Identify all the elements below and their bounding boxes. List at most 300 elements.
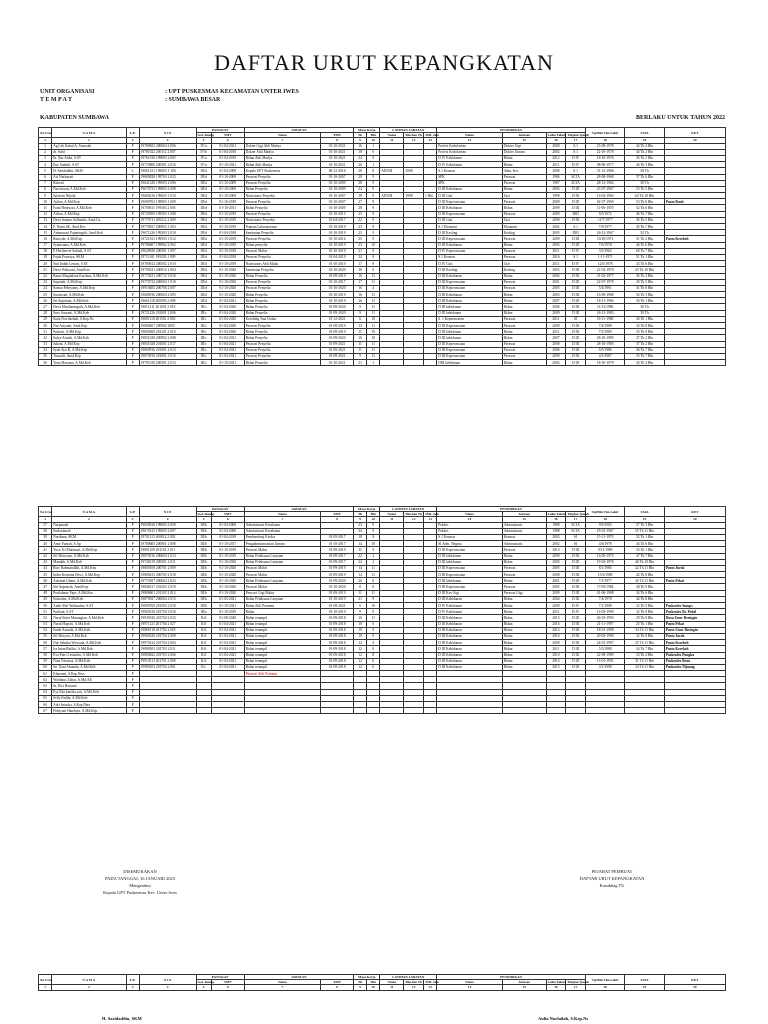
table-cell: D III <box>566 578 586 584</box>
table-cell: III/b <box>196 603 211 609</box>
table-cell: D III <box>566 285 586 291</box>
table-cell: 19860916 201001 2 013 <box>139 347 196 353</box>
table-cell: 20 <box>354 578 367 584</box>
col-lulus-header: Lulus Tahun <box>547 980 566 985</box>
table-cell: D III <box>566 279 586 285</box>
table-cell: Perawat Mahir <box>244 565 321 571</box>
table-cell: 10 <box>354 633 367 639</box>
table-cell: 23 <box>39 279 52 285</box>
column-number: 10 <box>367 985 380 990</box>
table-cell: Bidan Pelaksana Lanjutan <box>244 578 321 584</box>
table-cell: 6/5/1986 <box>585 347 624 353</box>
table-cell: 9 <box>367 248 380 254</box>
table-cell: SPK <box>437 174 503 180</box>
table-cell: 23 <box>354 242 367 248</box>
table-cell: Profesi Kedokteran <box>437 143 503 149</box>
table-cell: III/b <box>196 541 211 547</box>
table-cell: Surliani, S.ST <box>52 609 126 615</box>
table-cell: 01-10-2019 <box>321 224 354 230</box>
table-cell: 10 <box>354 335 367 341</box>
table-cell: 8 <box>367 168 380 174</box>
table-cell: Syamsiana, A.Md.Keb <box>52 242 126 248</box>
table-cell: 2001 <box>546 279 566 285</box>
table-cell: D III <box>566 590 586 596</box>
table-cell: S.1 Ekonomi <box>437 224 503 230</box>
table-cell: 16-05-1975 <box>585 553 624 559</box>
table-cell: D III <box>566 329 586 335</box>
table-cell: 01-04-2021 <box>211 335 244 341</box>
table-cell: ADUM <box>380 168 404 174</box>
table-cell: 19770107 200604 2 023 <box>139 578 196 584</box>
table-cell <box>502 708 546 714</box>
table-cell: 23-08-1978 <box>585 143 624 149</box>
table-cell: Nur Sabrika Wuwuda, A.Md.Keb <box>52 640 126 646</box>
column-number: 6 <box>211 138 244 143</box>
table-cell: D III <box>566 267 586 273</box>
table-cell: III/d <box>196 298 211 304</box>
column-number: 1 <box>39 985 52 990</box>
table-cell: 2004 <box>546 360 566 366</box>
table-cell: 2011 <box>546 609 566 615</box>
table-cell: III/c <box>196 360 211 366</box>
table-cell: Bidan Penyelia <box>244 186 321 192</box>
table-cell: 19770711 200212 2 009 <box>139 217 196 223</box>
table-cell: 35 Th 7 Bln <box>625 353 664 359</box>
table-cell: Yusuarli, Amd.Kep <box>52 353 126 359</box>
table-cell: III/b <box>196 590 211 596</box>
table-cell: 15/4/1980 <box>585 572 624 578</box>
table-cell <box>664 708 725 714</box>
table-cell: Bidan <box>502 329 546 335</box>
table-cell: 19791018 200501 2 013 <box>139 360 196 366</box>
table-cell: 19880415 200705 2 018 <box>139 572 196 578</box>
table-cell <box>244 708 321 714</box>
table-cell: 19880601 201103 2 014 <box>139 590 196 596</box>
table-cell: Dokter Ahli Madya <box>244 149 321 155</box>
table-cell <box>566 708 586 714</box>
table-cell: 01-04-2021 <box>211 640 244 646</box>
table-cell: Samsu Febryanty, A.Md.Kep <box>52 285 126 291</box>
table-cell: 01-10-2007 <box>321 199 354 205</box>
table-cell: D III <box>566 572 586 578</box>
column-number: 11 <box>380 517 404 522</box>
table-cell: 2 <box>39 149 52 155</box>
table-cell: 01-04-2008 <box>211 528 244 534</box>
table-cell <box>546 708 566 714</box>
table-cell: P <box>126 615 139 621</box>
col-usia-header: USIA <box>625 128 664 138</box>
column-number: 10 <box>367 517 380 522</box>
table-cell: Ib. Nur Atika, S.ST <box>52 155 126 161</box>
table-cell: 01-09-2019 <box>321 590 354 596</box>
table-cell: 01-10-2021 <box>321 149 354 155</box>
table-cell: III/c <box>196 329 211 335</box>
table-cell: 2015 <box>546 664 566 670</box>
table-cell: 2009 <box>546 310 566 316</box>
table-cell: 52 <box>39 615 52 621</box>
table-cell: 20 <box>354 162 367 168</box>
column-number: 4 <box>139 517 196 522</box>
table-cell: Bidan <box>244 609 321 615</box>
column-number: 1 <box>39 138 52 143</box>
table-cell: D IV <box>566 248 586 254</box>
table-cell: 4 <box>39 162 52 168</box>
table-cell: D IV Kebidanan <box>437 603 503 609</box>
table-cell: 19690702 198903 1 009 <box>139 199 196 205</box>
column-number: 18 <box>585 985 624 990</box>
table-cell: D III <box>566 353 586 359</box>
table-cell: 28-08-1968 <box>585 174 624 180</box>
table-cell: D III Kebidanan <box>437 664 503 670</box>
table-cell: S. 1 Keperawatan <box>437 316 503 322</box>
table-cell: Aminawati Pujaningsih, Amd.Keb <box>52 230 126 236</box>
table-cell: 34 Th 7 Bln <box>625 646 664 652</box>
table-cell: 45 Th 5 Bln <box>625 217 664 223</box>
table-cell: 46 <box>39 578 52 584</box>
table-cell: 31 <box>39 329 52 335</box>
table-cell: Pustu Kerekeh <box>664 236 725 242</box>
table-cell: Bidan <box>502 652 546 658</box>
table-cell: D III Keperawatan <box>437 565 503 571</box>
table-row <box>39 360 726 366</box>
table-cell: 01-04-2019 <box>211 155 244 161</box>
table-cell: P <box>126 683 139 689</box>
table-cell: Perawat <box>502 341 546 347</box>
table-cell: D III <box>566 547 586 553</box>
signer-left-name: H. Saridaddin, SKM <box>102 1016 142 1021</box>
table-cell: Pustu Unur Beringin <box>664 627 725 633</box>
table-cell: 01-10-2016 <box>321 236 354 242</box>
table-cell: 01-10-2020 <box>211 578 244 584</box>
column-number: 14 <box>437 985 503 990</box>
column-number: 8 <box>321 138 354 143</box>
table-cell: D III Gizi <box>437 217 503 223</box>
table-cell: D IV Kebidanan <box>437 609 503 615</box>
table-cell: 9 <box>367 174 380 180</box>
col-ket-header: KET <box>664 507 725 517</box>
table-cell: P <box>126 677 139 683</box>
sig-line: DISEMUKAKAN <box>123 869 157 874</box>
table-cell: Nutrisionis Ahli Muda <box>244 261 321 267</box>
table-cell: 2009 <box>546 199 566 205</box>
table-cell: 37 <box>39 522 52 528</box>
table-cell: Administrasi Kesehatan <box>244 522 321 528</box>
table-cell: 19780823 200604 2 006 <box>139 143 196 149</box>
table-cell: 53 <box>39 621 52 627</box>
table-cell: 30 <box>39 323 52 329</box>
table-cell: 2011 <box>546 329 566 335</box>
table-cell: Bidan <box>502 664 546 670</box>
table-cell: Bidan Penyelia <box>244 360 321 366</box>
table-cell: 01-10-2019 <box>211 236 244 242</box>
table-cell: Perawat <box>502 211 546 217</box>
table-cell: P <box>126 254 139 260</box>
table-cell: 9 <box>354 310 367 316</box>
table-cell: 01-10-2019 <box>321 242 354 248</box>
table-cell: 2009 <box>546 603 566 609</box>
table-cell: 2016 <box>546 621 566 627</box>
table-cell: 49 <box>39 596 52 602</box>
table-cell: 01-04-2021 <box>211 646 244 652</box>
table-cell: 01-10-2011 <box>211 205 244 211</box>
table-cell: 42 Th 4 Bln <box>625 143 664 149</box>
table-cell: 19620928 200501 1 007 <box>139 248 196 254</box>
rank-table-2 <box>38 506 726 714</box>
table-cell: 10 <box>367 329 380 335</box>
table-cell: P <box>126 236 139 242</box>
table-cell: Puskesdes Sumps <box>664 603 725 609</box>
table-cell: Rukiyah, A.Md.Kep <box>52 236 126 242</box>
table-cell: Perawat <box>502 199 546 205</box>
table-cell <box>404 360 424 366</box>
table-cell: 01-10-2021 <box>321 155 354 161</box>
table-cell: 37 Th 2 Bln <box>625 341 664 347</box>
table-cell: 01-09-2020 <box>321 304 354 310</box>
table-cell: 01-10-2019 <box>321 298 354 304</box>
table-cell: 1 <box>367 143 380 149</box>
table-cell: 01-10-2009 <box>211 174 244 180</box>
table-cell: 19870927 200604 2 015 <box>139 596 196 602</box>
column-number: 3 <box>126 985 139 990</box>
table-cell: III/d <box>196 174 211 180</box>
table-cell: 2009 <box>546 553 566 559</box>
table-cell: Dokter Gigi Ahli Madya <box>244 143 321 149</box>
table-cell: D III Kebidanan <box>437 621 503 627</box>
table-cell: Sutkoramah <box>52 528 126 534</box>
table-cell: Ekonomi <box>502 224 546 230</box>
table-cell: D III <box>566 360 586 366</box>
table-cell: Bidan terampil <box>244 627 321 633</box>
table-cell: 2005 <box>546 584 566 590</box>
table-cell: III/d <box>196 292 211 298</box>
table-cell: II/d <box>196 621 211 627</box>
table-cell: 23 <box>354 522 367 528</box>
table-cell: P <box>126 353 139 359</box>
table-cell: D III <box>566 304 586 310</box>
table-cell: 45 Th 2 Bln <box>625 273 664 279</box>
col-jabatan-nama-header: Nama <box>244 512 321 517</box>
table-cell: 11 <box>367 292 380 298</box>
table-cell: 42 Th 8 Bln <box>625 572 664 578</box>
column-number: 14 <box>437 138 503 143</box>
table-cell: Andri Yuli Wahuadun, S.ST <box>52 603 126 609</box>
table-cell: D III <box>566 627 586 633</box>
info-value: : UPT PUSKESMAS KECAMATAN UNTER IWES <box>165 89 299 95</box>
kabupaten-label: KABUPATEN SUMBAWA <box>40 115 109 121</box>
column-number: 13 <box>424 517 437 522</box>
col-bln-header: Bln <box>367 980 380 985</box>
table-cell: 65 <box>39 695 52 701</box>
table-cell: 40 <box>39 541 52 547</box>
table-cell: Pengadministrasian Umum <box>244 541 321 547</box>
table-cell: III/c <box>196 316 211 322</box>
table-cell: Eys Eka kartika sari, A.Md.Keb <box>52 689 126 695</box>
rank-table-1 <box>38 127 726 366</box>
table-cell: 19680916 200604 2 005 <box>139 292 196 298</box>
table-cell: P <box>126 162 139 168</box>
table-cell: Arfian, A.Md.Kep <box>52 211 126 217</box>
table-cell: Perawat Penyelia <box>244 254 321 260</box>
column-number: 9 <box>354 517 367 522</box>
table-cell: 7/1/1998 <box>585 603 624 609</box>
table-cell <box>424 360 437 366</box>
table-cell: 1988 <box>546 522 566 528</box>
info-value: : SUMBAWA BESAR <box>165 97 221 103</box>
table-cell: 11 <box>367 572 380 578</box>
table-cell: Sanitarian Penyelia <box>244 230 321 236</box>
table-cell: P <box>126 671 139 677</box>
table-cell: 10 <box>367 541 380 547</box>
table-cell: 28 <box>354 180 367 186</box>
table-cell: 11 <box>367 615 380 621</box>
table-cell: L <box>126 168 139 174</box>
table-cell: 01-04-2018 <box>211 149 244 155</box>
table-cell: 2016 <box>546 633 566 639</box>
table-cell: 28 <box>39 310 52 316</box>
table-cell: 2011 <box>546 646 566 652</box>
table-cell: Puskesdes Nijuang <box>664 664 725 670</box>
table-cell: 55 <box>39 633 52 639</box>
table-cell: 2009 <box>546 323 566 329</box>
table-cell <box>380 708 404 714</box>
table-cell: Ag.Leh Kabul A, Surasuki <box>52 143 126 149</box>
table-cell: P <box>126 360 139 366</box>
table-cell: Bidan terampil <box>244 615 321 621</box>
table-cell: D III <box>566 596 586 602</box>
column-number: 18 <box>585 138 624 143</box>
table-cell: 01-10-2019 <box>321 292 354 298</box>
table-cell: III/b <box>196 578 211 584</box>
table-cell: III/b <box>196 584 211 590</box>
table-cell: Nutrisionis Penyelia <box>244 217 321 223</box>
table-cell: Amir Yuniati, S.Ap <box>52 541 126 547</box>
table-cell: 06-12-2016 <box>321 168 354 174</box>
column-number: 3 <box>126 138 139 143</box>
table-cell: P <box>126 310 139 316</box>
table-cell: 1998 <box>404 193 424 199</box>
table-cell: Sri Mariyana, A.Md.Keb <box>52 553 126 559</box>
table-row <box>39 708 726 714</box>
table-cell: 01-10-2019 <box>211 609 244 615</box>
col-nama-header: N A M A <box>52 507 126 517</box>
table-cell: D III Kebidanan <box>437 186 503 192</box>
table-cell: SI <box>566 316 586 322</box>
table-cell: 19971121 201704 2 027 <box>139 621 196 627</box>
col-gol-header: Gol. Ruang <box>197 512 215 517</box>
table-cell: 01-09-2018 <box>321 640 354 646</box>
table-cell: 19910113 201701 2 008 <box>139 658 196 664</box>
table-cell: 01-09-2017 <box>321 559 354 565</box>
table-cell: 24 Th 11 Bln <box>625 664 664 670</box>
table-cell: Sulastien, A.Md.Keb <box>52 596 126 602</box>
table-cell: III/d <box>196 236 211 242</box>
table-cell: Bidan <box>502 596 546 602</box>
table-cell: Perawat Penyelia <box>244 347 321 353</box>
column-number: 14 <box>437 517 503 522</box>
table-cell: Perawat Mahir <box>244 572 321 578</box>
table-cell: P <box>126 199 139 205</box>
table-cell: 11 <box>354 590 367 596</box>
table-cell: 11/7/1977 <box>585 217 624 223</box>
table-cell: Bidan Penyelia <box>244 292 321 298</box>
column-number: 17 <box>566 517 586 522</box>
table-cell: Perawat Penyelia <box>244 285 321 291</box>
column-number: 11 <box>380 138 404 143</box>
table-cell: 47 Th 7 Bln <box>625 553 664 559</box>
table-cell: IV/b <box>196 149 211 155</box>
table-cell: 01-10-2009 <box>211 186 244 192</box>
table-cell: 61 <box>39 671 52 677</box>
col-usia-header: USIA <box>625 975 664 985</box>
table-cell: Perawat <box>502 353 546 359</box>
table-cell: Bidan penyelia <box>244 242 321 248</box>
table-cell: 01-10-2019 <box>321 609 354 615</box>
table-cell: SI Adm. Negara <box>437 541 503 547</box>
table-cell: 14 <box>354 572 367 578</box>
table-cell: 6 <box>367 664 380 670</box>
table-cell: 29 Th 9 Bln <box>625 615 664 621</box>
table-cell: Kepala UPT Puskesmas <box>244 168 321 174</box>
table-cell: 19770927 200803 1 003 <box>139 224 196 230</box>
table-cell: D III <box>566 310 586 316</box>
table-cell: Perawat Mahir <box>244 248 321 254</box>
table-cell: Pustu Jurok <box>664 633 725 639</box>
table-cell: D III <box>566 646 586 652</box>
table-cell: 7 <box>39 180 52 186</box>
table-cell: Fatni Herawati, A.Md.Keb <box>52 205 126 211</box>
table-cell: 01-10-2009 <box>321 186 354 192</box>
table-cell: 66 <box>39 702 52 708</box>
table-cell: 01-09-2021 <box>321 341 354 347</box>
table-cell: III/d <box>196 199 211 205</box>
table-cell: Indra Keturma Dewi, A.Md.Kep <box>52 572 126 578</box>
table-cell: 58 <box>39 652 52 658</box>
table-cell: 20 <box>39 261 52 267</box>
table-cell: P <box>126 708 139 714</box>
table-cell: 2016 <box>546 254 566 260</box>
table-cell: 8 <box>39 186 52 192</box>
table-cell: D III Kebidanan <box>437 242 503 248</box>
table-cell: 01-10-2017 <box>321 541 354 547</box>
col-jurusan-header: Jurusan <box>502 133 546 138</box>
table-cell: Gizi <box>502 193 546 199</box>
table-cell: D III <box>566 553 586 559</box>
table-cell: Adri Setuska, S.Kep.Ners <box>52 702 126 708</box>
column-number: 6 <box>211 985 244 990</box>
table-cell: Nurpamah <box>52 522 126 528</box>
table-cell: D III <box>566 217 586 223</box>
column-number: 19 <box>625 138 664 143</box>
table-cell: 01-09-2018 <box>321 658 354 664</box>
table-cell: Sri Maryati, A.Md.Keb <box>52 633 126 639</box>
col-tgl-lahir-header: Tgl/Bln Thn Lahir <box>585 975 624 985</box>
table-cell: 25 Th 1 Bln <box>625 621 664 627</box>
table-cell: Administrasi <box>502 541 546 547</box>
table-cell: 01-09-2021 <box>321 353 354 359</box>
table-cell: Yena Marsana, A.Md.Keb <box>52 360 126 366</box>
table-cell: 17 <box>354 261 367 267</box>
table-cell: D III <box>566 186 586 192</box>
table-cell: Perawat Penyelia <box>244 199 321 205</box>
col-tgl-lahir-header: Tgl/Bln Thn Lahir <box>585 507 624 517</box>
table-cell: Bidan terampil <box>244 664 321 670</box>
table-cell: 27 <box>39 304 52 310</box>
table-cell: D III Keperawatan <box>437 584 503 590</box>
column-number: 7 <box>244 138 321 143</box>
column-number: 11 <box>380 985 404 990</box>
table-cell: 01-09-2019 <box>321 572 354 578</box>
table-cell: 19711101 199203 1 009 <box>139 254 196 260</box>
